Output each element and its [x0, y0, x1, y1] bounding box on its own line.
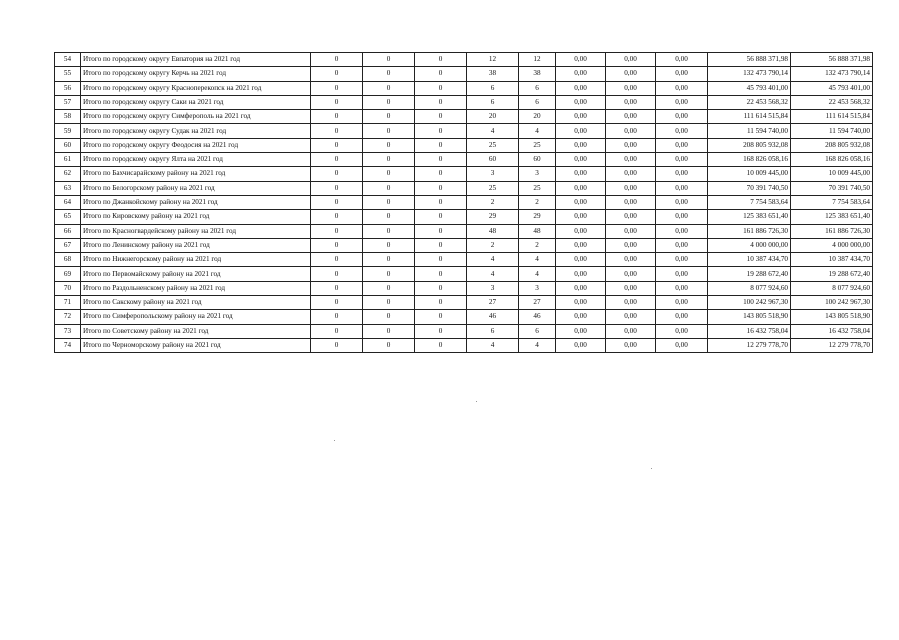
district-name-cell: Итого по городскому округу Красноперекопск на 2021 год [81, 81, 311, 95]
district-name-cell: Итого по городскому округу Керчь на 2021 год [81, 67, 311, 81]
row-number-cell: 65 [55, 210, 81, 224]
col-11-amount-cell: 168 826 058,16 [708, 153, 791, 167]
col-9-value-cell: 0,00 [606, 238, 656, 252]
col-12-amount-cell: 16 432 758,04 [791, 324, 873, 338]
col-6-value-cell: 2 [467, 238, 519, 252]
col-8-value-cell: 0,00 [556, 95, 606, 109]
col-5-value-cell: 0 [415, 281, 467, 295]
district-name-cell: Итого по Белогорскому району на 2021 год [81, 181, 311, 195]
col-5-value-cell: 0 [415, 153, 467, 167]
col-4-value-cell: 0 [363, 181, 415, 195]
col-10-value-cell: 0,00 [656, 153, 708, 167]
col-11-amount-cell: 8 077 924,60 [708, 281, 791, 295]
col-3-value-cell: 0 [311, 167, 363, 181]
col-4-value-cell: 0 [363, 53, 415, 67]
col-12-amount-cell: 8 077 924,60 [791, 281, 873, 295]
row-number-cell: 66 [55, 224, 81, 238]
row-number-cell: 57 [55, 95, 81, 109]
district-name-cell: Итого по городскому округу Евпатория на 2021 год [81, 53, 311, 67]
col-7-value-cell: 38 [519, 67, 556, 81]
col-8-value-cell: 0,00 [556, 110, 606, 124]
district-name-cell: Итого по Нижнегорскому району на 2021 год [81, 253, 311, 267]
col-4-value-cell: 0 [363, 67, 415, 81]
col-8-value-cell: 0,00 [556, 338, 606, 352]
col-6-value-cell: 4 [467, 124, 519, 138]
col-9-value-cell: 0,00 [606, 296, 656, 310]
district-name-cell: Итого по городскому округу Симферополь на 2021 год [81, 110, 311, 124]
col-4-value-cell: 0 [363, 310, 415, 324]
col-3-value-cell: 0 [311, 195, 363, 209]
col-9-value-cell: 0,00 [606, 281, 656, 295]
row-number-cell: 59 [55, 124, 81, 138]
col-7-value-cell: 27 [519, 296, 556, 310]
col-5-value-cell: 0 [415, 181, 467, 195]
col-11-amount-cell: 161 886 726,30 [708, 224, 791, 238]
col-3-value-cell: 0 [311, 324, 363, 338]
col-9-value-cell: 0,00 [606, 324, 656, 338]
col-11-amount-cell: 143 805 518,90 [708, 310, 791, 324]
col-7-value-cell: 3 [519, 167, 556, 181]
col-10-value-cell: 0,00 [656, 338, 708, 352]
col-8-value-cell: 0,00 [556, 238, 606, 252]
col-8-value-cell: 0,00 [556, 81, 606, 95]
col-5-value-cell: 0 [415, 138, 467, 152]
col-9-value-cell: 0,00 [606, 267, 656, 281]
col-9-value-cell: 0,00 [606, 53, 656, 67]
col-4-value-cell: 0 [363, 110, 415, 124]
col-5-value-cell: 0 [415, 95, 467, 109]
district-name-cell: Итого по Бахчисарайскому району на 2021 год [81, 167, 311, 181]
col-7-value-cell: 60 [519, 153, 556, 167]
table-row [55, 324, 873, 338]
col-5-value-cell: 0 [415, 310, 467, 324]
col-11-amount-cell: 132 473 790,14 [708, 67, 791, 81]
col-11-amount-cell: 208 805 932,08 [708, 138, 791, 152]
col-10-value-cell: 0,00 [656, 310, 708, 324]
row-number-cell: 56 [55, 81, 81, 95]
col-3-value-cell: 0 [311, 310, 363, 324]
col-12-amount-cell: 11 594 740,00 [791, 124, 873, 138]
col-11-amount-cell: 100 242 967,30 [708, 296, 791, 310]
table-row [55, 195, 873, 209]
col-7-value-cell: 4 [519, 124, 556, 138]
col-3-value-cell: 0 [311, 281, 363, 295]
scan-speck [476, 401, 477, 402]
report-sheet [54, 52, 872, 353]
col-7-value-cell: 6 [519, 324, 556, 338]
table-row [55, 267, 873, 281]
col-6-value-cell: 25 [467, 181, 519, 195]
district-name-cell: Итого по Кировскому району на 2021 год [81, 210, 311, 224]
col-6-value-cell: 46 [467, 310, 519, 324]
col-4-value-cell: 0 [363, 324, 415, 338]
col-10-value-cell: 0,00 [656, 181, 708, 195]
table-row [55, 210, 873, 224]
row-number-cell: 58 [55, 110, 81, 124]
col-11-amount-cell: 11 594 740,00 [708, 124, 791, 138]
col-12-amount-cell: 56 888 371,98 [791, 53, 873, 67]
col-12-amount-cell: 125 383 651,40 [791, 210, 873, 224]
col-6-value-cell: 20 [467, 110, 519, 124]
col-12-amount-cell: 161 886 726,30 [791, 224, 873, 238]
col-3-value-cell: 0 [311, 95, 363, 109]
col-7-value-cell: 2 [519, 238, 556, 252]
col-10-value-cell: 0,00 [656, 110, 708, 124]
col-9-value-cell: 0,00 [606, 110, 656, 124]
table-row [55, 153, 873, 167]
col-4-value-cell: 0 [363, 253, 415, 267]
col-8-value-cell: 0,00 [556, 210, 606, 224]
col-12-amount-cell: 10 387 434,70 [791, 253, 873, 267]
col-8-value-cell: 0,00 [556, 324, 606, 338]
col-3-value-cell: 0 [311, 181, 363, 195]
col-11-amount-cell: 19 288 672,40 [708, 267, 791, 281]
col-12-amount-cell: 132 473 790,14 [791, 67, 873, 81]
col-5-value-cell: 0 [415, 296, 467, 310]
table-row [55, 238, 873, 252]
col-6-value-cell: 3 [467, 167, 519, 181]
col-6-value-cell: 38 [467, 67, 519, 81]
col-6-value-cell: 4 [467, 267, 519, 281]
row-number-cell: 71 [55, 296, 81, 310]
col-10-value-cell: 0,00 [656, 195, 708, 209]
col-11-amount-cell: 7 754 583,64 [708, 195, 791, 209]
col-7-value-cell: 6 [519, 81, 556, 95]
district-name-cell: Итого по городскому округу Феодосия на 2021 год [81, 138, 311, 152]
col-4-value-cell: 0 [363, 267, 415, 281]
district-name-cell: Итого по Раздольненскому району на 2021 год [81, 281, 311, 295]
col-4-value-cell: 0 [363, 167, 415, 181]
table-row [55, 110, 873, 124]
row-number-cell: 69 [55, 267, 81, 281]
col-12-amount-cell: 111 614 515,84 [791, 110, 873, 124]
col-5-value-cell: 0 [415, 324, 467, 338]
col-4-value-cell: 0 [363, 338, 415, 352]
col-4-value-cell: 0 [363, 238, 415, 252]
row-number-cell: 72 [55, 310, 81, 324]
col-3-value-cell: 0 [311, 253, 363, 267]
district-name-cell: Итого по Красногвардейскому району на 2021 год [81, 224, 311, 238]
col-6-value-cell: 60 [467, 153, 519, 167]
col-4-value-cell: 0 [363, 296, 415, 310]
col-4-value-cell: 0 [363, 81, 415, 95]
col-10-value-cell: 0,00 [656, 53, 708, 67]
col-9-value-cell: 0,00 [606, 253, 656, 267]
table-row [55, 224, 873, 238]
col-5-value-cell: 0 [415, 238, 467, 252]
col-5-value-cell: 0 [415, 224, 467, 238]
col-6-value-cell: 6 [467, 81, 519, 95]
row-number-cell: 62 [55, 167, 81, 181]
col-3-value-cell: 0 [311, 296, 363, 310]
col-8-value-cell: 0,00 [556, 167, 606, 181]
col-3-value-cell: 0 [311, 338, 363, 352]
table-row [55, 253, 873, 267]
col-10-value-cell: 0,00 [656, 95, 708, 109]
col-6-value-cell: 12 [467, 53, 519, 67]
col-8-value-cell: 0,00 [556, 153, 606, 167]
district-name-cell: Итого по городскому округу Судак на 2021 год [81, 124, 311, 138]
table-row [55, 81, 873, 95]
col-6-value-cell: 6 [467, 324, 519, 338]
col-12-amount-cell: 70 391 740,50 [791, 181, 873, 195]
col-12-amount-cell: 12 279 778,70 [791, 338, 873, 352]
col-10-value-cell: 0,00 [656, 67, 708, 81]
col-6-value-cell: 6 [467, 95, 519, 109]
col-8-value-cell: 0,00 [556, 253, 606, 267]
col-11-amount-cell: 22 453 568,32 [708, 95, 791, 109]
district-name-cell: Итого по Первомайскому району на 2021 год [81, 267, 311, 281]
col-8-value-cell: 0,00 [556, 195, 606, 209]
table-row [55, 338, 873, 352]
col-9-value-cell: 0,00 [606, 67, 656, 81]
col-7-value-cell: 6 [519, 95, 556, 109]
row-number-cell: 73 [55, 324, 81, 338]
district-name-cell: Итого по Ленинскому району на 2021 год [81, 238, 311, 252]
district-name-cell: Итого по Черноморскому району на 2021 год [81, 338, 311, 352]
col-7-value-cell: 20 [519, 110, 556, 124]
table-row [55, 67, 873, 81]
row-number-cell: 74 [55, 338, 81, 352]
row-number-cell: 54 [55, 53, 81, 67]
table-row [55, 281, 873, 295]
district-name-cell: Итого по Советскому району на 2021 год [81, 324, 311, 338]
col-7-value-cell: 46 [519, 310, 556, 324]
col-3-value-cell: 0 [311, 138, 363, 152]
col-8-value-cell: 0,00 [556, 138, 606, 152]
col-7-value-cell: 48 [519, 224, 556, 238]
col-3-value-cell: 0 [311, 224, 363, 238]
scan-speck [651, 468, 652, 469]
col-9-value-cell: 0,00 [606, 153, 656, 167]
col-7-value-cell: 29 [519, 210, 556, 224]
col-10-value-cell: 0,00 [656, 253, 708, 267]
col-8-value-cell: 0,00 [556, 181, 606, 195]
col-12-amount-cell: 143 805 518,90 [791, 310, 873, 324]
row-number-cell: 60 [55, 138, 81, 152]
table-row [55, 296, 873, 310]
col-10-value-cell: 0,00 [656, 267, 708, 281]
district-name-cell: Итого по городскому округу Саки на 2021 год [81, 95, 311, 109]
table-row [55, 167, 873, 181]
district-name-cell: Итого по Джанкойскому району на 2021 год [81, 195, 311, 209]
col-10-value-cell: 0,00 [656, 167, 708, 181]
col-6-value-cell: 4 [467, 338, 519, 352]
col-4-value-cell: 0 [363, 195, 415, 209]
row-number-cell: 68 [55, 253, 81, 267]
col-8-value-cell: 0,00 [556, 124, 606, 138]
table-row [55, 181, 873, 195]
col-4-value-cell: 0 [363, 124, 415, 138]
col-11-amount-cell: 10 009 445,00 [708, 167, 791, 181]
col-10-value-cell: 0,00 [656, 81, 708, 95]
table-row [55, 138, 873, 152]
col-5-value-cell: 0 [415, 67, 467, 81]
table-row [55, 53, 873, 67]
row-number-cell: 70 [55, 281, 81, 295]
col-3-value-cell: 0 [311, 124, 363, 138]
col-3-value-cell: 0 [311, 67, 363, 81]
col-7-value-cell: 4 [519, 338, 556, 352]
col-8-value-cell: 0,00 [556, 53, 606, 67]
col-11-amount-cell: 125 383 651,40 [708, 210, 791, 224]
col-5-value-cell: 0 [415, 110, 467, 124]
col-12-amount-cell: 208 805 932,08 [791, 138, 873, 152]
table-body [55, 53, 873, 353]
col-11-amount-cell: 4 000 000,00 [708, 238, 791, 252]
row-number-cell: 55 [55, 67, 81, 81]
table-row [55, 95, 873, 109]
row-number-cell: 63 [55, 181, 81, 195]
col-7-value-cell: 3 [519, 281, 556, 295]
district-name-cell: Итого по Симферопольскому району на 2021 год [81, 310, 311, 324]
col-11-amount-cell: 56 888 371,98 [708, 53, 791, 67]
col-12-amount-cell: 19 288 672,40 [791, 267, 873, 281]
col-4-value-cell: 0 [363, 224, 415, 238]
col-3-value-cell: 0 [311, 210, 363, 224]
col-4-value-cell: 0 [363, 95, 415, 109]
col-6-value-cell: 27 [467, 296, 519, 310]
col-5-value-cell: 0 [415, 167, 467, 181]
col-4-value-cell: 0 [363, 281, 415, 295]
col-8-value-cell: 0,00 [556, 310, 606, 324]
col-5-value-cell: 0 [415, 267, 467, 281]
col-9-value-cell: 0,00 [606, 181, 656, 195]
col-6-value-cell: 25 [467, 138, 519, 152]
scan-speck [334, 440, 335, 441]
col-8-value-cell: 0,00 [556, 281, 606, 295]
col-8-value-cell: 0,00 [556, 267, 606, 281]
col-10-value-cell: 0,00 [656, 224, 708, 238]
col-11-amount-cell: 12 279 778,70 [708, 338, 791, 352]
col-8-value-cell: 0,00 [556, 67, 606, 81]
col-12-amount-cell: 10 009 445,00 [791, 167, 873, 181]
col-7-value-cell: 2 [519, 195, 556, 209]
col-4-value-cell: 0 [363, 153, 415, 167]
col-3-value-cell: 0 [311, 267, 363, 281]
district-name-cell: Итого по Сакскому району на 2021 год [81, 296, 311, 310]
col-10-value-cell: 0,00 [656, 238, 708, 252]
col-10-value-cell: 0,00 [656, 296, 708, 310]
col-7-value-cell: 4 [519, 267, 556, 281]
col-5-value-cell: 0 [415, 81, 467, 95]
col-10-value-cell: 0,00 [656, 324, 708, 338]
col-5-value-cell: 0 [415, 210, 467, 224]
col-9-value-cell: 0,00 [606, 338, 656, 352]
col-3-value-cell: 0 [311, 110, 363, 124]
col-5-value-cell: 0 [415, 195, 467, 209]
row-number-cell: 67 [55, 238, 81, 252]
col-12-amount-cell: 45 793 401,00 [791, 81, 873, 95]
col-6-value-cell: 29 [467, 210, 519, 224]
col-5-value-cell: 0 [415, 53, 467, 67]
col-3-value-cell: 0 [311, 238, 363, 252]
row-number-cell: 64 [55, 195, 81, 209]
col-12-amount-cell: 22 453 568,32 [791, 95, 873, 109]
col-6-value-cell: 48 [467, 224, 519, 238]
col-4-value-cell: 0 [363, 138, 415, 152]
col-9-value-cell: 0,00 [606, 224, 656, 238]
summary-table [54, 52, 873, 353]
col-9-value-cell: 0,00 [606, 124, 656, 138]
col-6-value-cell: 2 [467, 195, 519, 209]
col-7-value-cell: 25 [519, 181, 556, 195]
col-7-value-cell: 25 [519, 138, 556, 152]
col-10-value-cell: 0,00 [656, 281, 708, 295]
col-11-amount-cell: 45 793 401,00 [708, 81, 791, 95]
col-6-value-cell: 3 [467, 281, 519, 295]
col-4-value-cell: 0 [363, 210, 415, 224]
col-10-value-cell: 0,00 [656, 138, 708, 152]
col-3-value-cell: 0 [311, 153, 363, 167]
col-8-value-cell: 0,00 [556, 296, 606, 310]
col-10-value-cell: 0,00 [656, 124, 708, 138]
col-7-value-cell: 4 [519, 253, 556, 267]
col-5-value-cell: 0 [415, 253, 467, 267]
col-11-amount-cell: 111 614 515,84 [708, 110, 791, 124]
col-3-value-cell: 0 [311, 81, 363, 95]
col-9-value-cell: 0,00 [606, 81, 656, 95]
col-8-value-cell: 0,00 [556, 224, 606, 238]
col-11-amount-cell: 70 391 740,50 [708, 181, 791, 195]
col-12-amount-cell: 100 242 967,30 [791, 296, 873, 310]
col-11-amount-cell: 10 387 434,70 [708, 253, 791, 267]
col-12-amount-cell: 168 826 058,16 [791, 153, 873, 167]
col-12-amount-cell: 7 754 583,64 [791, 195, 873, 209]
col-9-value-cell: 0,00 [606, 167, 656, 181]
table-row [55, 310, 873, 324]
col-9-value-cell: 0,00 [606, 195, 656, 209]
row-number-cell: 61 [55, 153, 81, 167]
col-7-value-cell: 12 [519, 53, 556, 67]
col-11-amount-cell: 16 432 758,04 [708, 324, 791, 338]
col-3-value-cell: 0 [311, 53, 363, 67]
col-6-value-cell: 4 [467, 253, 519, 267]
table-row [55, 124, 873, 138]
col-9-value-cell: 0,00 [606, 210, 656, 224]
col-9-value-cell: 0,00 [606, 95, 656, 109]
col-9-value-cell: 0,00 [606, 310, 656, 324]
district-name-cell: Итого по городскому округу Ялта на 2021 год [81, 153, 311, 167]
col-9-value-cell: 0,00 [606, 138, 656, 152]
col-5-value-cell: 0 [415, 124, 467, 138]
col-5-value-cell: 0 [415, 338, 467, 352]
col-12-amount-cell: 4 000 000,00 [791, 238, 873, 252]
col-10-value-cell: 0,00 [656, 210, 708, 224]
